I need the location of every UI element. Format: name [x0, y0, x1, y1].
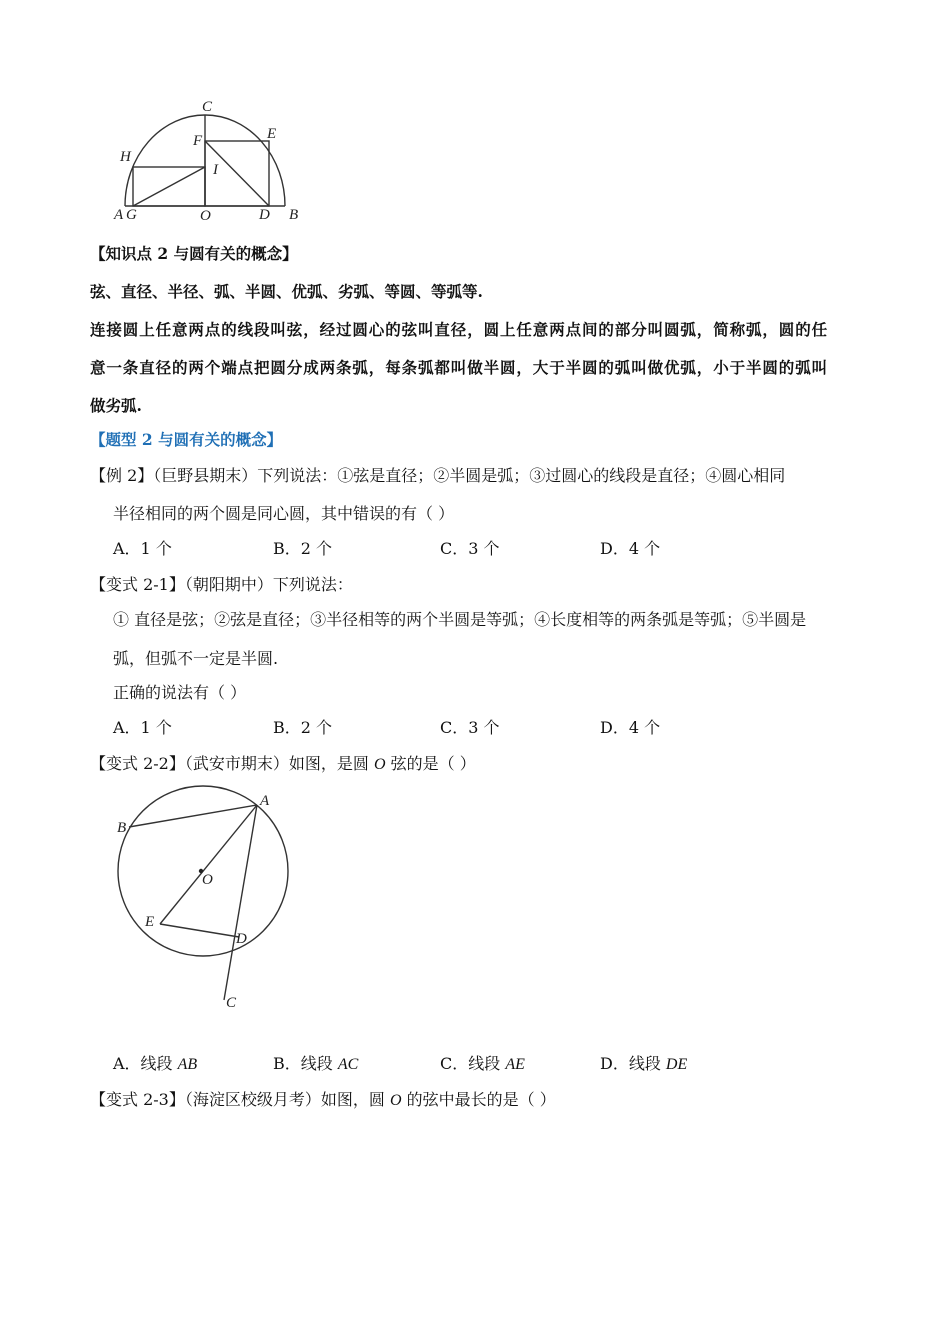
circle-figure — [105, 785, 305, 1015]
label-E: E — [267, 126, 277, 142]
variant21-option-a[interactable]: A．1 个 — [113, 718, 172, 737]
example2-option-b[interactable]: B．2 个 — [273, 539, 333, 558]
variant21-line-1: 【变式 2-1】（朝阳期中）下列说法： — [90, 575, 353, 594]
diagonal-GI — [133, 167, 205, 206]
label-F: F — [193, 133, 203, 149]
variant21-line-3: 弧，但弧不一定是半圆. — [113, 649, 279, 668]
example2-option-d[interactable]: D．4 个 — [600, 539, 661, 558]
knowledge-point-title: 【知识点 2 与圆有关的概念】 — [90, 244, 298, 263]
label-D: D — [259, 207, 270, 223]
variant21-line-4: 正确的说法有（ ） — [113, 683, 247, 702]
label-E: E — [145, 914, 155, 930]
example2-line-2: 半径相同的两个圆是同心圆，其中错误的有（ ） — [113, 504, 455, 523]
line-AE — [160, 805, 257, 924]
label-H: H — [120, 149, 131, 165]
variant21-line-2: ① 直径是弦；②弦是直径；③半径相等的两个半圆是等弧；④长度相等的两条弧是等弧；⑤半圆是 — [113, 610, 807, 629]
label-I: I — [213, 162, 218, 178]
variant21-option-c[interactable]: C．3 个 — [440, 718, 500, 737]
question-type-title: 【题型 2 与圆有关的概念】 — [90, 430, 283, 449]
label-C: C — [226, 995, 237, 1011]
label-O: O — [200, 208, 211, 224]
variant22-option-c[interactable]: C．线段 AE — [440, 1054, 525, 1073]
line-ED — [160, 924, 239, 937]
knowledge-point-para-3: 做劣弧. — [90, 396, 142, 415]
variant22-option-d[interactable]: D．线段 DE — [600, 1054, 688, 1073]
label-O: O — [202, 872, 213, 888]
knowledge-point-para-2: 意一条直径的两个端点把圆分成两条弧，每条弧都叫做半圆，大于半圆的弧叫做优弧，小于半圆的弧叫 — [90, 358, 829, 377]
label-D: D — [236, 931, 247, 947]
label-C: C — [202, 99, 213, 115]
label-B: B — [117, 820, 127, 836]
example2-option-a[interactable]: A．1 个 — [113, 539, 172, 558]
semicircle-figure — [105, 95, 315, 225]
variant23-line-1: 【变式 2-3】（海淀区校级月考）如图，圆 O 的弦中最长的是（ ） — [90, 1090, 556, 1109]
knowledge-point-terms: 弦、直径、半径、弧、半圆、优弧、劣弧、等圆、等弧等. — [90, 282, 483, 301]
line-AB — [129, 805, 257, 827]
example2-line-1: 【例 2】（巨野县期末）下列说法：①弦是直径；②半圆是弧；③过圆心的线段是直径；④圆心相同 — [90, 466, 786, 485]
label-B: B — [289, 207, 299, 223]
label-A: A — [260, 793, 270, 809]
variant21-option-d[interactable]: D．4 个 — [600, 718, 661, 737]
example2-option-c[interactable]: C．3 个 — [440, 539, 500, 558]
label-A: A — [114, 207, 124, 223]
line-AC — [224, 805, 257, 1000]
knowledge-point-para-1: 连接圆上任意两点的线段叫弦，经过圆心的弦叫直径，圆上任意两点间的部分叫圆弧，简称弧，圆的任 — [90, 320, 829, 339]
variant22-line-1: 【变式 2-2】（武安市期末）如图，是圆 O 弦的是（ ） — [90, 754, 476, 773]
variant22-option-b[interactable]: B．线段 AC — [273, 1054, 359, 1073]
label-G: G — [126, 207, 137, 223]
variant21-option-b[interactable]: B．2 个 — [273, 718, 333, 737]
variant22-option-a[interactable]: A．线段 AB — [113, 1054, 198, 1073]
